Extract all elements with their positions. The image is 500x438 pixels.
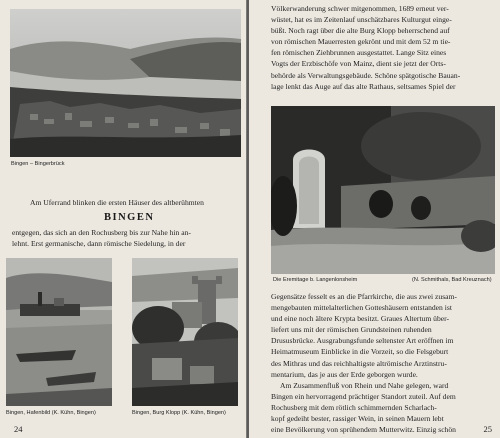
text-line: liefert uns mit der römischen Grundsteinen ruhenden (271, 325, 432, 335)
text-line: behörde als Verwaltungsgebäude. Schöne spätgotische Bauan- (271, 70, 461, 80)
text-line: wüstet, hat es im Zeitenlauf unschätzbares Kulturgut einge- (271, 15, 452, 25)
intro-line: Am Uferrand blinken die ersten Häuser des altberühmten (30, 198, 204, 207)
text-line: von römischen Mauerresten gekrönt und mit dem 52 m tie- (271, 37, 451, 47)
photo-caption: Bingen – Bingerbrück (11, 161, 65, 167)
text-line: Völkerwanderung schwer mitgenommen, 1689 erneut ver- (271, 4, 449, 13)
text-line: büßt. Noch ragt über die alte Burg Klopp beherrschend auf (271, 26, 450, 36)
text-line: mengebauten mittelalterlichen Gotteshäusern entstanden ist (271, 303, 452, 313)
page-number: 25 (483, 424, 492, 434)
text-line: Drususbrücke. Ausgrabungsfunde seltenster Art eröffnen im (271, 336, 454, 346)
text-line: Bingen ein hervorragend prächtiger Standort zuteil. Auf dem (271, 391, 456, 401)
text-line: lehnt. Erst germanische, dann römische Siedelung, in der (12, 239, 186, 249)
text-line: eine Bevölkerung von sprühendem Mutterwitz. Einzig schön (271, 425, 456, 435)
section-heading: BINGEN (104, 212, 155, 223)
photo-caption: Die Eremitage b. Langenlonsheim (273, 277, 358, 283)
photo-bingen-bingerbrueck (10, 9, 241, 157)
photo-caption: Bingen, Hafenbild (K. Kühn, Bingen) (6, 410, 96, 416)
text-line: des Mithras und das reichhaltigste altrömische Arztinstru- (271, 358, 447, 368)
text-line: Heimatmuseum Einblicke in die Vorzeit, so die Felsgeburt (271, 347, 449, 357)
photo-caption: Bingen, Burg Klopp (K. Kühn, Bingen) (132, 410, 226, 416)
photo-bingen-hafenbild (6, 258, 112, 406)
photo-eremitage (271, 106, 495, 274)
page-number: 24 (14, 424, 23, 434)
text-line: lage lenkt das Auge auf das alte Rathaus, seltsames Spiel der (271, 81, 456, 91)
right-page (249, 0, 500, 438)
body-text-bottom (271, 291, 494, 435)
text-line: kopf gedeiht bester, rassiger Wein, in seinen Mauern lebt (271, 414, 444, 424)
text-line: Gegensätze fesselt es an die Pfarrkirche, die aus zwei zusam- (271, 292, 457, 301)
text-line: Am Zusammenfluß von Rhein und Nahe gelegen, ward (280, 380, 449, 390)
text-line: Vogts der Erzbischöfe von Mainz, dient sie jetzt der Orts- (271, 59, 446, 69)
text-line: Rochusberg mit dem rötlich schimmernden Scharlach- (271, 402, 437, 412)
text-line: und eine noch ältere Krypta besitzt. Graues Altertum über- (271, 314, 450, 324)
photo-bingen-burg-klopp (132, 258, 238, 406)
text-line: fen römischen Ziehbrunnen ausgestattet. Lange Sitz eines (271, 48, 447, 58)
photo-credit: (N. Schmithals, Bad Kreuznach) (412, 277, 492, 283)
text-line: entgegen, das sich an den Rochusberg bis zur Nahe hin an- (12, 228, 191, 237)
text-line: mentarium, das je aus der Erde geborgen wurde. (271, 369, 418, 379)
left-page (0, 0, 247, 438)
body-text-left (12, 227, 241, 249)
body-text-top (271, 3, 493, 92)
